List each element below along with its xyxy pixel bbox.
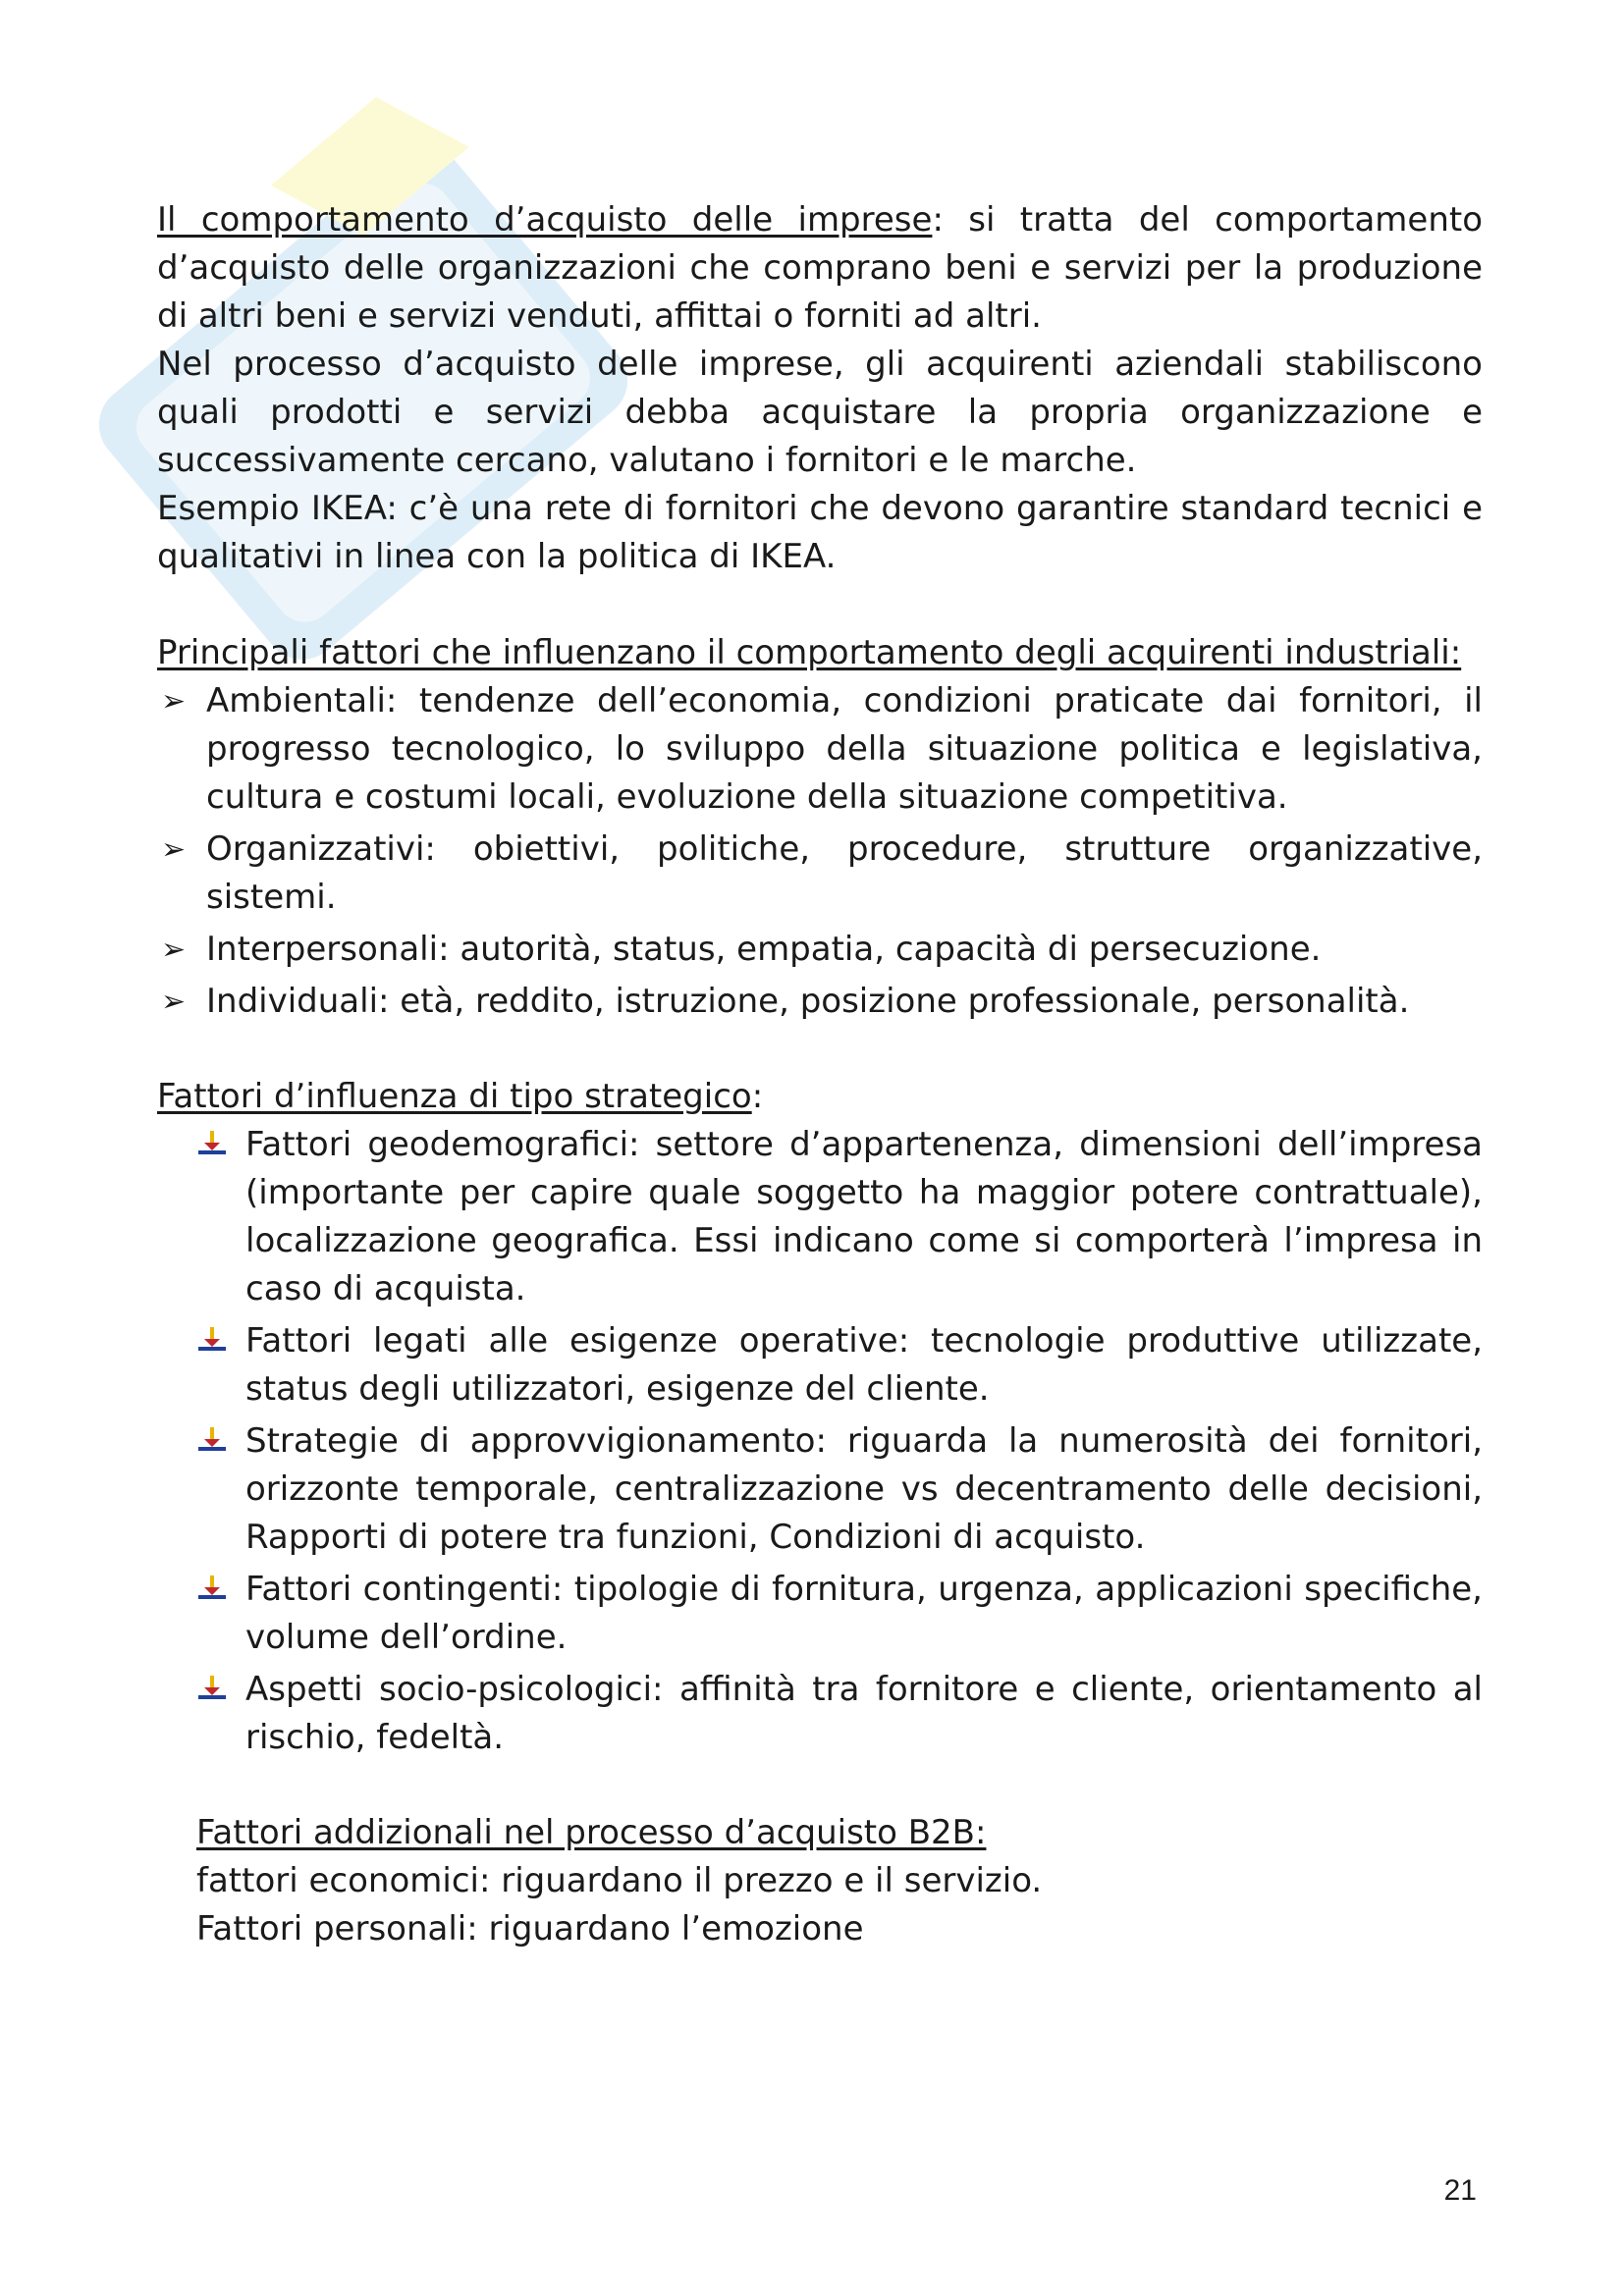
arrow-bullet-icon: ➢ — [161, 832, 187, 867]
intro-definition: : si tratta del comportamento d’acquisto delle organizzazioni che comprano beni e servizi per la produzione di altri beni e servizi venduti, affittai o forniti ad altri. — [157, 200, 1484, 336]
factors-heading: Principali fattori che influenzano il comportamento degli acquirenti industriali: — [157, 633, 1462, 672]
list-item: ➢ Interpersonali: autorità, status, empatia, capacità di persecuzione. — [157, 926, 1483, 974]
arrow-bullet-icon: ➢ — [161, 684, 187, 719]
plus-arrow-bullet-icon — [196, 1325, 228, 1357]
list-item: Fattori geodemografici: settore d’appartenenza, dimensioni dell’impresa (importante per capire quale soggetto ha maggior potere contrattuale), localizzazione geografica. Essi indicano come si comporterà l’impresa in caso di acquista. — [196, 1121, 1483, 1313]
plus-arrow-bullet-icon — [196, 1129, 228, 1160]
document-body — [157, 196, 1483, 1953]
list-item: ➢ Organizzativi: obiettivi, politiche, procedure, strutture organizzative, sistemi. — [157, 826, 1483, 922]
strategic-heading: Fattori d’influenza di tipo strategico: — [157, 1077, 764, 1116]
list-item: ➢ Individuali: età, reddito, istruzione, posizione professionale, personalità. — [157, 978, 1483, 1026]
list-item: Strategie di approvvigionamento: riguarda la numerosità dei fornitori, orizzonte temporale, centralizzazione vs decentramento delle decisioni, Rapporti di potere tra funzioni, Condizioni di acquisto. — [196, 1417, 1483, 1562]
intro-paragraph-1 — [157, 196, 1483, 341]
additional-line-1: fattori economici: riguardano il prezzo e il servizio. — [196, 1861, 1043, 1900]
factors-list — [157, 677, 1483, 1026]
strategic-list — [157, 1121, 1483, 1762]
additional-line-2: Fattori personali: riguardano l’emozione — [196, 1909, 864, 1949]
list-item: Fattori legati alle esigenze operative: tecnologie produttive utilizzate, status degli utilizzatori, esigenze del cliente. — [196, 1317, 1483, 1414]
additional-heading: Fattori addizionali nel processo d’acquisto B2B: — [196, 1813, 987, 1852]
intro-paragraph-2: Nel processo d’acquisto delle imprese, gli acquirenti aziendali stabiliscono quali prodotti e servizi debba acquistare la propria organizzazione e successivamente cercano, valutano i fornitori e le marche. — [157, 345, 1483, 480]
plus-arrow-bullet-icon — [196, 1425, 228, 1457]
plus-arrow-bullet-icon — [196, 1574, 228, 1605]
arrow-bullet-icon: ➢ — [161, 985, 187, 1019]
intro-term: Il comportamento d’acquisto delle imprese — [157, 200, 933, 240]
arrow-bullet-icon: ➢ — [161, 933, 187, 967]
page-number: 21 — [1443, 2174, 1477, 2207]
additional-section — [157, 1809, 1483, 1953]
list-item: Aspetti socio-psicologici: affinità tra fornitore e cliente, orientamento al rischio, fedeltà. — [196, 1666, 1483, 1762]
list-item: ➢ Ambientali: tendenze dell’economia, condizioni praticate dai fornitori, il progresso tecnologico, lo sviluppo della situazione politica e legislativa, cultura e costumi locali, evoluzione della situazione competitiva. — [157, 677, 1483, 822]
plus-arrow-bullet-icon — [196, 1674, 228, 1705]
intro-paragraph-3: Esempio IKEA: c’è una rete di fornitori che devono garantire standard tecnici e qualitativi in linea con la politica di IKEA. — [157, 489, 1483, 576]
list-item: Fattori contingenti: tipologie di fornitura, urgenza, applicazioni specifiche, volume dell’ordine. — [196, 1566, 1483, 1662]
